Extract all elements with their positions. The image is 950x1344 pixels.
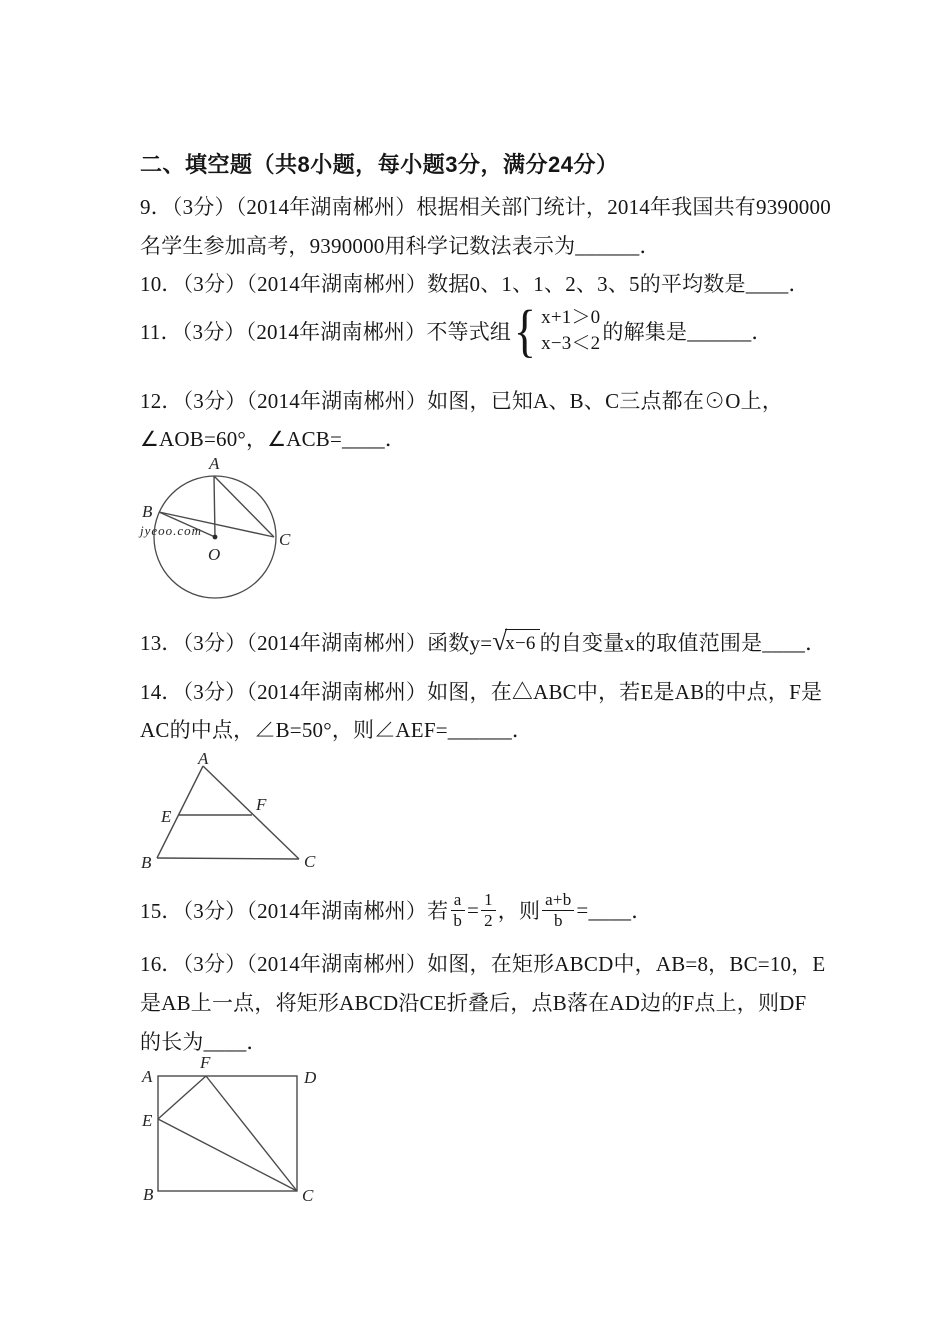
question-16-line-3: 的长为____．	[140, 1030, 268, 1054]
point-label-d: D	[304, 1068, 317, 1087]
fraction-a-plus-b-over-b	[542, 890, 574, 930]
equals-sign: =	[467, 897, 480, 922]
point-label-b: B	[141, 853, 152, 872]
question-16-line-2: 是AB上一点，将矩形ABCD沿CE折叠后，点B落在AD边的F点上，则DF	[140, 991, 807, 1015]
question-13-prefix: 13．（3分）（2014年湖南郴州）函数y=	[140, 631, 493, 655]
question-9-line-1: 9．（3分）（2014年湖南郴州）根据相关部门统计，2014年我国共有9390000	[140, 195, 831, 219]
point-label-a: A	[209, 454, 220, 473]
rectangle-fold-figure	[132, 1053, 327, 1208]
point-label-f: F	[200, 1053, 211, 1072]
question-11-suffix: 的解集是______．	[602, 320, 773, 344]
system-brace: {	[513, 298, 537, 364]
side-ac	[203, 766, 299, 859]
question-11-prefix: 11．（3分）（2014年湖南郴州）不等式组	[140, 320, 512, 344]
radicand: x−6	[505, 629, 539, 655]
question-13-suffix: 的自变量x的取值范围是____．	[539, 631, 827, 655]
segment-ef	[158, 1076, 206, 1119]
inequality-1: x+1＞0	[541, 307, 601, 329]
center-point	[213, 535, 218, 540]
segment-ec	[158, 1119, 297, 1191]
segment-fc	[206, 1076, 297, 1191]
fraction-denominator: b	[553, 910, 563, 930]
point-label-c: C	[302, 1186, 314, 1205]
point-label-e: E	[142, 1111, 153, 1130]
inequality-system	[541, 305, 600, 356]
question-15-prefix: 15．（3分）（2014年湖南郴州）若	[140, 899, 449, 923]
point-label-e: E	[161, 807, 172, 826]
rectangle-abcd	[158, 1076, 297, 1191]
question-11	[140, 300, 773, 362]
question-12-line-1: 12．（3分）（2014年湖南郴州）如图，已知A、B、C三点都在⊙O上，	[140, 389, 784, 413]
question-14-line-1: 14．（3分）（2014年湖南郴州）如图，在△ABC中，若E是AB的中点，F是	[140, 680, 823, 704]
fraction-one-half	[481, 890, 496, 930]
point-label-b: B	[142, 502, 153, 521]
question-16-line-1: 16．（3分）（2014年湖南郴州）如图，在矩形ABCD中，AB=8，BC=10，E	[140, 952, 826, 976]
square-root-expression	[492, 626, 539, 656]
point-label-o: O	[208, 545, 221, 564]
radical-symbol: √	[492, 626, 508, 656]
section-header: 二、填空题（共8小题，每小题3分，满分24分）	[140, 152, 619, 177]
fraction-numerator: 1	[481, 890, 496, 911]
watermark-text: jyeoo.com	[140, 523, 203, 538]
side-bc	[157, 858, 299, 859]
point-label-f: F	[256, 795, 267, 814]
fraction-a-over-b	[450, 890, 465, 930]
question-12-line-2: ∠AOB=60°，∠ACB=____．	[140, 427, 407, 451]
point-label-a: A	[198, 752, 209, 768]
point-label-c: C	[279, 530, 291, 549]
fraction-denominator: b	[453, 910, 463, 930]
question-15-mid: ，则	[497, 899, 541, 923]
point-label-c: C	[304, 852, 316, 871]
inequality-2: x−3＜2	[541, 333, 601, 354]
question-15	[140, 886, 652, 934]
equals-sign: =	[576, 897, 589, 922]
point-label-b: B	[143, 1185, 154, 1204]
answer-blank: ____．	[588, 899, 653, 923]
fraction-numerator: a+b	[542, 890, 574, 911]
question-9-line-2: 名学生参加高考，9390000用科学记数法表示为______．	[140, 234, 661, 258]
fraction-denominator: 2	[484, 910, 493, 930]
fraction-numerator: a	[451, 890, 465, 911]
question-13	[140, 622, 826, 662]
midsegment-triangle-figure	[132, 752, 327, 877]
segment-ao	[214, 476, 215, 537]
chord-ac	[214, 476, 274, 537]
question-14-line-2: AC的中点，∠B=50°，则∠AEF=______．	[140, 718, 534, 742]
point-label-a: A	[142, 1067, 153, 1086]
question-10-line-1: 10．（3分）（2014年湖南郴州）数据0、1、1、2、3、5的平均数是____．	[140, 272, 810, 296]
circle-figure	[132, 453, 307, 605]
